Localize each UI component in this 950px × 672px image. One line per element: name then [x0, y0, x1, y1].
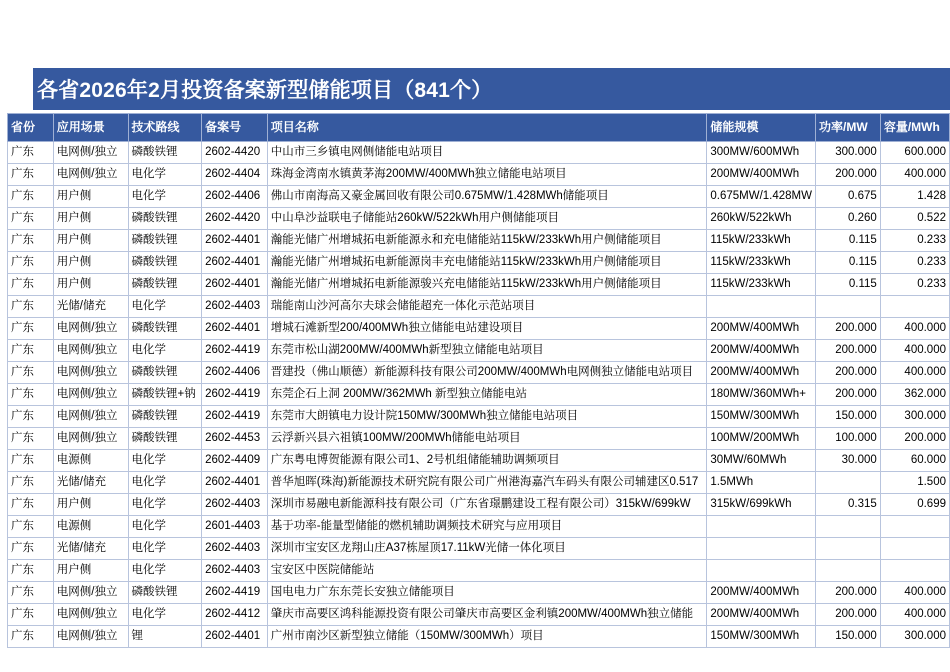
- cell-scenario[interactable]: 用户侧: [53, 186, 128, 208]
- cell-power-mw[interactable]: 200.000: [816, 164, 881, 186]
- table-row[interactable]: [8, 494, 950, 516]
- cell-power-mw[interactable]: 200.000: [816, 582, 881, 604]
- table-row[interactable]: [8, 560, 950, 582]
- cell-storage-scale[interactable]: 115kW/233kWh: [707, 252, 816, 274]
- cell-project-name[interactable]: 珠海金湾南水镇黄茅海200MW/400MWh独立储能电站项目: [267, 164, 707, 186]
- cell-storage-scale[interactable]: 200MW/400MWh: [707, 164, 816, 186]
- cell-project-name[interactable]: 宝安区中医院储能站: [267, 560, 707, 582]
- cell-filing-number[interactable]: 2602-4401: [202, 230, 268, 252]
- cell-technology[interactable]: 磷酸铁锂: [128, 230, 202, 252]
- cell-technology[interactable]: 磷酸铁锂: [128, 142, 202, 164]
- cell-province[interactable]: 广东: [8, 626, 54, 648]
- cell-capacity-mwh[interactable]: 0.233: [880, 252, 949, 274]
- cell-power-mw[interactable]: [816, 516, 881, 538]
- cell-storage-scale[interactable]: [707, 296, 816, 318]
- cell-project-name[interactable]: 晋建投（佛山顺德）新能源科技有限公司200MW/400MWh电网侧独立储能电站项目: [267, 362, 707, 384]
- cell-power-mw[interactable]: [816, 538, 881, 560]
- cell-province[interactable]: 广东: [8, 340, 54, 362]
- cell-filing-number[interactable]: 2602-4401: [202, 252, 268, 274]
- cell-technology[interactable]: 磷酸铁锂: [128, 428, 202, 450]
- cell-filing-number[interactable]: 2602-4401: [202, 626, 268, 648]
- cell-province[interactable]: 广东: [8, 428, 54, 450]
- cell-technology[interactable]: 锂: [128, 626, 202, 648]
- cell-filing-number[interactable]: 2602-4453: [202, 428, 268, 450]
- cell-capacity-mwh[interactable]: [880, 538, 949, 560]
- cell-filing-number[interactable]: 2602-4420: [202, 142, 268, 164]
- cell-filing-number[interactable]: 2602-4401: [202, 472, 268, 494]
- cell-filing-number[interactable]: 2602-4403: [202, 538, 268, 560]
- cell-province[interactable]: 广东: [8, 560, 54, 582]
- cell-technology[interactable]: 电化学: [128, 560, 202, 582]
- cell-capacity-mwh[interactable]: 60.000: [880, 450, 949, 472]
- cell-scenario[interactable]: 光储/储充: [53, 538, 128, 560]
- cell-technology[interactable]: 电化学: [128, 516, 202, 538]
- cell-scenario[interactable]: 用户侧: [53, 208, 128, 230]
- cell-filing-number[interactable]: 2602-4403: [202, 494, 268, 516]
- cell-technology[interactable]: 磷酸铁锂: [128, 406, 202, 428]
- column-header-technology[interactable]: 技术路线: [128, 114, 202, 142]
- cell-filing-number[interactable]: 2602-4420: [202, 208, 268, 230]
- cell-scenario[interactable]: 光储/储充: [53, 296, 128, 318]
- cell-storage-scale[interactable]: [707, 538, 816, 560]
- cell-capacity-mwh[interactable]: 400.000: [880, 164, 949, 186]
- table-body: [8, 142, 950, 648]
- cell-province[interactable]: 广东: [8, 406, 54, 428]
- cell-project-name[interactable]: 瀚能光储广州增城拓电新能源岗丰充电储能站115kW/233kWh用户侧储能项目: [267, 252, 707, 274]
- cell-storage-scale[interactable]: 200MW/400MWh: [707, 318, 816, 340]
- cell-province[interactable]: 广东: [8, 252, 54, 274]
- cell-scenario[interactable]: 用户侧: [53, 274, 128, 296]
- cell-province[interactable]: 广东: [8, 230, 54, 252]
- cell-filing-number[interactable]: 2602-4403: [202, 296, 268, 318]
- cell-filing-number[interactable]: 2602-4404: [202, 164, 268, 186]
- cell-technology[interactable]: 电化学: [128, 472, 202, 494]
- column-header-storage-scale[interactable]: 储能规模: [707, 114, 816, 142]
- cell-project-name[interactable]: 国电电力广东东莞长安独立储能项目: [267, 582, 707, 604]
- cell-scenario[interactable]: 电网侧/独立: [53, 604, 128, 626]
- cell-technology[interactable]: 电化学: [128, 186, 202, 208]
- cell-filing-number[interactable]: 2602-4401: [202, 274, 268, 296]
- cell-project-name[interactable]: 增城石滩新型200/400MWh独立储能电站建设项目: [267, 318, 707, 340]
- report-title-bar: [33, 68, 950, 110]
- cell-scenario[interactable]: 电网侧/独立: [53, 142, 128, 164]
- table-header-row: [8, 114, 950, 142]
- table-row[interactable]: [8, 230, 950, 252]
- cell-storage-scale[interactable]: 260kW/522kWh: [707, 208, 816, 230]
- cell-storage-scale[interactable]: 200MW/400MWh: [707, 604, 816, 626]
- column-header-filing-number[interactable]: 备案号: [202, 114, 268, 142]
- cell-project-name[interactable]: 瀚能光储广州增城拓电新能源永和充电储能站115kW/233kWh用户侧储能项目: [267, 230, 707, 252]
- cell-scenario[interactable]: 电网侧/独立: [53, 318, 128, 340]
- cell-capacity-mwh[interactable]: 600.000: [880, 142, 949, 164]
- cell-power-mw[interactable]: 0.115: [816, 274, 881, 296]
- cell-capacity-mwh[interactable]: 0.522: [880, 208, 949, 230]
- column-header-capacity-mwh[interactable]: 容量/MWh: [880, 114, 949, 142]
- cell-power-mw[interactable]: [816, 560, 881, 582]
- cell-filing-number[interactable]: 2602-4409: [202, 450, 268, 472]
- table-row[interactable]: [8, 340, 950, 362]
- cell-scenario[interactable]: 光储/储充: [53, 472, 128, 494]
- table-row[interactable]: [8, 384, 950, 406]
- cell-scenario[interactable]: 电网侧/独立: [53, 384, 128, 406]
- cell-technology[interactable]: 电化学: [128, 164, 202, 186]
- cell-technology[interactable]: 磷酸铁锂: [128, 582, 202, 604]
- table-row[interactable]: [8, 142, 950, 164]
- cell-capacity-mwh[interactable]: [880, 296, 949, 318]
- cell-technology[interactable]: 电化学: [128, 538, 202, 560]
- cell-capacity-mwh[interactable]: [880, 560, 949, 582]
- cell-capacity-mwh[interactable]: 400.000: [880, 362, 949, 384]
- cell-project-name[interactable]: 基于功率-能量型储能的燃机辅助调频技术研究与应用项目: [267, 516, 707, 538]
- table-row[interactable]: [8, 582, 950, 604]
- cell-project-name[interactable]: 佛山市南海高又豪金属回收有限公司0.675MW/1.428MWh储能项目: [267, 186, 707, 208]
- table-row[interactable]: [8, 208, 950, 230]
- cell-filing-number[interactable]: 2602-4412: [202, 604, 268, 626]
- cell-storage-scale[interactable]: 180MW/360MWh+: [707, 384, 816, 406]
- cell-power-mw[interactable]: 200.000: [816, 362, 881, 384]
- cell-storage-scale[interactable]: 200MW/400MWh: [707, 582, 816, 604]
- cell-power-mw[interactable]: 150.000: [816, 406, 881, 428]
- cell-filing-number[interactable]: 2602-4401: [202, 318, 268, 340]
- table-row[interactable]: [8, 318, 950, 340]
- table-row[interactable]: [8, 428, 950, 450]
- cell-province[interactable]: 广东: [8, 450, 54, 472]
- cell-filing-number[interactable]: 2602-4406: [202, 362, 268, 384]
- cell-storage-scale[interactable]: 200MW/400MWh: [707, 362, 816, 384]
- cell-technology[interactable]: 电化学: [128, 340, 202, 362]
- cell-technology[interactable]: 电化学: [128, 604, 202, 626]
- cell-scenario[interactable]: 电网侧/独立: [53, 428, 128, 450]
- cell-capacity-mwh[interactable]: 362.000: [880, 384, 949, 406]
- cell-filing-number[interactable]: 2602-4403: [202, 560, 268, 582]
- cell-project-name[interactable]: 瀚能光储广州增城拓电新能源骏兴充电储能站115kW/233kWh用户侧储能项目: [267, 274, 707, 296]
- projects-table: [7, 113, 950, 648]
- cell-province[interactable]: 广东: [8, 494, 54, 516]
- table-row[interactable]: [8, 604, 950, 626]
- cell-scenario[interactable]: 电网侧/独立: [53, 406, 128, 428]
- cell-capacity-mwh[interactable]: 1.428: [880, 186, 949, 208]
- cell-capacity-mwh[interactable]: 400.000: [880, 340, 949, 362]
- cell-power-mw[interactable]: 30.000: [816, 450, 881, 472]
- cell-project-name[interactable]: 中山市三乡镇电网侧储能电站项目: [267, 142, 707, 164]
- cell-province[interactable]: 广东: [8, 604, 54, 626]
- cell-filing-number[interactable]: 2602-4419: [202, 406, 268, 428]
- cell-storage-scale[interactable]: 315kW/699kWh: [707, 494, 816, 516]
- cell-project-name[interactable]: 广东粤电博贺能源有限公司1、2号机组储能辅助调频项目: [267, 450, 707, 472]
- cell-province[interactable]: 广东: [8, 472, 54, 494]
- cell-capacity-mwh[interactable]: 300.000: [880, 406, 949, 428]
- cell-storage-scale[interactable]: 100MW/200MWh: [707, 428, 816, 450]
- cell-power-mw[interactable]: [816, 472, 881, 494]
- cell-technology[interactable]: 电化学: [128, 494, 202, 516]
- cell-scenario[interactable]: 用户侧: [53, 560, 128, 582]
- cell-filing-number[interactable]: 2602-4419: [202, 582, 268, 604]
- cell-storage-scale[interactable]: [707, 516, 816, 538]
- cell-project-name[interactable]: 广州市南沙区新型独立储能（150MW/300MWh）项目: [267, 626, 707, 648]
- cell-capacity-mwh[interactable]: [880, 516, 949, 538]
- table-row[interactable]: [8, 164, 950, 186]
- cell-power-mw[interactable]: 300.000: [816, 142, 881, 164]
- cell-province[interactable]: 广东: [8, 164, 54, 186]
- cell-technology[interactable]: 磷酸铁锂: [128, 274, 202, 296]
- cell-capacity-mwh[interactable]: 200.000: [880, 428, 949, 450]
- cell-power-mw[interactable]: 0.260: [816, 208, 881, 230]
- cell-scenario[interactable]: 电源侧: [53, 450, 128, 472]
- cell-project-name[interactable]: 深圳市宝安区龙翔山庄A37栋屋顶17.11kW光储一体化项目: [267, 538, 707, 560]
- cell-storage-scale[interactable]: 150MW/300MWh: [707, 626, 816, 648]
- cell-project-name[interactable]: 肇庆市高要区鸿科能源投资有限公司肇庆市高要区金利镇200MW/400MWh独立储能: [267, 604, 707, 626]
- cell-filing-number[interactable]: 2602-4419: [202, 384, 268, 406]
- cell-province[interactable]: 广东: [8, 384, 54, 406]
- cell-storage-scale[interactable]: 115kW/233kWh: [707, 230, 816, 252]
- cell-capacity-mwh[interactable]: 0.699: [880, 494, 949, 516]
- cell-capacity-mwh[interactable]: 0.233: [880, 274, 949, 296]
- cell-province[interactable]: 广东: [8, 208, 54, 230]
- cell-storage-scale[interactable]: 200MW/400MWh: [707, 340, 816, 362]
- cell-power-mw[interactable]: 150.000: [816, 626, 881, 648]
- cell-province[interactable]: 广东: [8, 582, 54, 604]
- cell-capacity-mwh[interactable]: 400.000: [880, 318, 949, 340]
- cell-capacity-mwh[interactable]: 400.000: [880, 582, 949, 604]
- cell-capacity-mwh[interactable]: 0.233: [880, 230, 949, 252]
- cell-capacity-mwh[interactable]: 1.500: [880, 472, 949, 494]
- table-row[interactable]: [8, 296, 950, 318]
- cell-scenario[interactable]: 用户侧: [53, 230, 128, 252]
- page-title: 各省2026年2月投资备案新型储能项目（841个）: [37, 79, 493, 102]
- cell-storage-scale[interactable]: 300MW/600MWh: [707, 142, 816, 164]
- cell-filing-number[interactable]: 2602-4406: [202, 186, 268, 208]
- column-header-project-name[interactable]: 项目名称: [267, 114, 707, 142]
- cell-project-name[interactable]: 东莞市大朗镇电力设计院150MW/300MWh独立储能电站项目: [267, 406, 707, 428]
- cell-province[interactable]: 广东: [8, 318, 54, 340]
- table-row[interactable]: [8, 472, 950, 494]
- cell-power-mw[interactable]: 100.000: [816, 428, 881, 450]
- table-row[interactable]: [8, 274, 950, 296]
- cell-scenario[interactable]: 电网侧/独立: [53, 582, 128, 604]
- cell-project-name[interactable]: 深圳市易融电新能源科技有限公司（广东省璟鹏建设工程有限公司）315kW/699kW: [267, 494, 707, 516]
- table-row[interactable]: [8, 516, 950, 538]
- cell-scenario[interactable]: 电网侧/独立: [53, 362, 128, 384]
- cell-technology[interactable]: 磷酸铁锂: [128, 318, 202, 340]
- cell-scenario[interactable]: 电源侧: [53, 516, 128, 538]
- cell-power-mw[interactable]: 200.000: [816, 340, 881, 362]
- cell-scenario[interactable]: 用户侧: [53, 494, 128, 516]
- table-row[interactable]: [8, 626, 950, 648]
- cell-filing-number[interactable]: 2602-4419: [202, 340, 268, 362]
- table-row[interactable]: [8, 252, 950, 274]
- cell-province[interactable]: 广东: [8, 516, 54, 538]
- cell-project-name[interactable]: 东莞企石上洞 200MW/362MWh 新型独立储能电站: [267, 384, 707, 406]
- cell-scenario[interactable]: 电网侧/独立: [53, 164, 128, 186]
- cell-scenario[interactable]: 用户侧: [53, 252, 128, 274]
- cell-technology[interactable]: 磷酸铁锂+钠: [128, 384, 202, 406]
- cell-project-name[interactable]: 云浮新兴县六祖镇100MW/200MWh储能电站项目: [267, 428, 707, 450]
- cell-storage-scale[interactable]: 30MW/60MWh: [707, 450, 816, 472]
- cell-scenario[interactable]: 电网侧/独立: [53, 626, 128, 648]
- cell-province[interactable]: 广东: [8, 362, 54, 384]
- cell-storage-scale[interactable]: 1.5MWh: [707, 472, 816, 494]
- cell-filing-number[interactable]: 2601-4403: [202, 516, 268, 538]
- cell-power-mw[interactable]: 200.000: [816, 318, 881, 340]
- cell-storage-scale[interactable]: [707, 560, 816, 582]
- cell-power-mw[interactable]: 0.315: [816, 494, 881, 516]
- cell-storage-scale[interactable]: 115kW/233kWh: [707, 274, 816, 296]
- cell-storage-scale[interactable]: 0.675MW/1.428MW: [707, 186, 816, 208]
- cell-technology[interactable]: 磷酸铁锂: [128, 362, 202, 384]
- cell-project-name[interactable]: 瑞能南山沙河高尔夫球会储能超充一体化示范站项目: [267, 296, 707, 318]
- cell-technology[interactable]: 磷酸铁锂: [128, 208, 202, 230]
- cell-technology[interactable]: 电化学: [128, 296, 202, 318]
- cell-power-mw[interactable]: 0.115: [816, 230, 881, 252]
- column-header-province[interactable]: 省份: [8, 114, 54, 142]
- column-header-scenario[interactable]: 应用场景: [53, 114, 128, 142]
- cell-technology[interactable]: 电化学: [128, 450, 202, 472]
- table-row[interactable]: [8, 406, 950, 428]
- table-row[interactable]: [8, 362, 950, 384]
- cell-power-mw[interactable]: [816, 296, 881, 318]
- cell-power-mw[interactable]: 200.000: [816, 604, 881, 626]
- cell-capacity-mwh[interactable]: 300.000: [880, 626, 949, 648]
- cell-power-mw[interactable]: 0.115: [816, 252, 881, 274]
- cell-project-name[interactable]: 普华旭晖(珠海)新能源技术研究院有限公司广州港海嘉汽车码头有限公司辅建区0.517: [267, 472, 707, 494]
- table-row[interactable]: [8, 186, 950, 208]
- cell-power-mw[interactable]: 200.000: [816, 384, 881, 406]
- cell-technology[interactable]: 磷酸铁锂: [128, 252, 202, 274]
- cell-province[interactable]: 广东: [8, 538, 54, 560]
- cell-power-mw[interactable]: 0.675: [816, 186, 881, 208]
- cell-province[interactable]: 广东: [8, 186, 54, 208]
- cell-capacity-mwh[interactable]: 400.000: [880, 604, 949, 626]
- table-row[interactable]: [8, 450, 950, 472]
- column-header-power-mw[interactable]: 功率/MW: [816, 114, 881, 142]
- cell-province[interactable]: 广东: [8, 274, 54, 296]
- cell-scenario[interactable]: 电网侧/独立: [53, 340, 128, 362]
- cell-project-name[interactable]: 东莞市松山湖200MW/400MWh新型独立储能电站项目: [267, 340, 707, 362]
- table-row[interactable]: [8, 538, 950, 560]
- cell-province[interactable]: 广东: [8, 296, 54, 318]
- cell-province[interactable]: 广东: [8, 142, 54, 164]
- cell-storage-scale[interactable]: 150MW/300MWh: [707, 406, 816, 428]
- cell-project-name[interactable]: 中山阜沙益联电子储能站260kW/522kWh用户侧储能项目: [267, 208, 707, 230]
